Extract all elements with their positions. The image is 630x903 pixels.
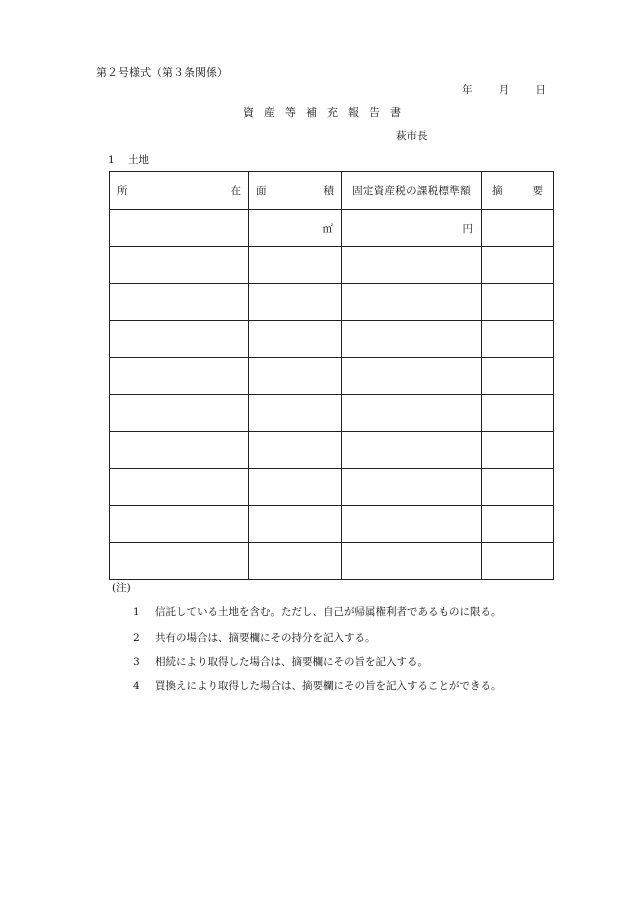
table-header-row <box>110 172 554 210</box>
remarks-input-cell[interactable] <box>482 247 554 284</box>
table-row <box>110 543 554 580</box>
location-input-cell[interactable] <box>110 358 249 395</box>
header-standard-value: 固定資産税の課税標準額 <box>342 172 482 210</box>
table-row <box>110 469 554 506</box>
date-month-label: 月 <box>498 84 510 96</box>
location-input-cell[interactable] <box>110 469 249 506</box>
remarks-input-cell[interactable] <box>482 321 554 358</box>
location-input-cell[interactable] <box>110 395 249 432</box>
value-input-cell[interactable] <box>342 432 482 469</box>
location-input-cell[interactable] <box>110 321 249 358</box>
recipient: 萩市長 <box>396 130 428 142</box>
date-line <box>462 82 546 97</box>
value-input-cell[interactable] <box>342 506 482 543</box>
area-input-cell[interactable] <box>249 210 342 247</box>
location-input-cell[interactable] <box>110 506 249 543</box>
header-area <box>249 172 342 210</box>
form-number: 第２号様式（第３条関係） <box>96 66 228 79</box>
location-input-cell[interactable] <box>110 284 249 321</box>
header-remarks-last: 要 <box>532 185 543 197</box>
value-input-cell[interactable] <box>342 543 482 580</box>
note-text: 信託している土地を含む。ただし、自己が帰属権利者であるものに限る。 <box>155 606 502 618</box>
note-item <box>133 630 376 645</box>
land-table <box>109 171 554 580</box>
value-unit: 円 <box>462 222 473 235</box>
note-number: 3 <box>133 656 140 668</box>
note-text: 買換えにより取得した場合は、摘要欄にその旨を記入することができる。 <box>155 680 502 692</box>
value-input-cell[interactable] <box>342 358 482 395</box>
remarks-input-cell[interactable] <box>482 284 554 321</box>
header-remarks-first: 摘 <box>492 185 503 197</box>
value-input-cell[interactable] <box>342 321 482 358</box>
area-unit: ㎡ <box>322 222 333 235</box>
area-input-cell[interactable] <box>249 469 342 506</box>
remarks-input-cell[interactable] <box>482 432 554 469</box>
header-location-last: 在 <box>230 185 241 197</box>
table-row <box>110 321 554 358</box>
value-input-cell[interactable] <box>342 284 482 321</box>
value-input-cell[interactable] <box>342 395 482 432</box>
note-item <box>133 654 428 669</box>
table-row <box>110 358 554 395</box>
note-text: 相続により取得した場合は、摘要欄にその旨を記入する。 <box>155 656 428 668</box>
area-input-cell[interactable] <box>249 432 342 469</box>
date-day-label: 日 <box>535 84 546 96</box>
remarks-input-cell[interactable] <box>482 543 554 580</box>
area-input-cell[interactable] <box>249 506 342 543</box>
location-input-cell[interactable] <box>110 210 249 247</box>
table-row <box>110 395 554 432</box>
section-heading <box>108 152 149 167</box>
remarks-input-cell[interactable] <box>482 358 554 395</box>
location-input-cell[interactable] <box>110 543 249 580</box>
remarks-input-cell[interactable] <box>482 210 554 247</box>
note-item <box>133 604 502 619</box>
location-input-cell[interactable] <box>110 247 249 284</box>
header-area-first: 面 <box>256 185 267 197</box>
note-text: 共有の場合は、摘要欄にその持分を記入する。 <box>155 632 376 644</box>
area-input-cell[interactable] <box>249 395 342 432</box>
area-input-cell[interactable] <box>249 284 342 321</box>
table-row <box>110 284 554 321</box>
header-location <box>110 172 249 210</box>
value-input-cell[interactable] <box>342 469 482 506</box>
date-year-label: 年 <box>462 84 473 96</box>
table-row <box>110 247 554 284</box>
header-location-first: 所 <box>117 185 128 197</box>
table-row <box>110 506 554 543</box>
header-area-last: 積 <box>323 185 334 197</box>
header-remarks <box>482 172 554 210</box>
note-item <box>133 678 502 693</box>
area-input-cell[interactable] <box>249 543 342 580</box>
location-input-cell[interactable] <box>110 432 249 469</box>
area-input-cell[interactable] <box>249 321 342 358</box>
note-number: 1 <box>133 606 140 618</box>
value-input-cell[interactable] <box>342 247 482 284</box>
section-number: 1 <box>108 154 115 166</box>
notes-heading: (注) <box>112 582 131 594</box>
remarks-input-cell[interactable] <box>482 395 554 432</box>
area-input-cell[interactable] <box>249 247 342 284</box>
table-row <box>110 432 554 469</box>
value-input-cell[interactable] <box>342 210 482 247</box>
area-input-cell[interactable] <box>249 358 342 395</box>
note-number: 4 <box>133 680 140 692</box>
note-number: 2 <box>133 632 140 644</box>
remarks-input-cell[interactable] <box>482 506 554 543</box>
table-row <box>110 210 554 247</box>
remarks-input-cell[interactable] <box>482 469 554 506</box>
section-label: 土地 <box>128 154 149 166</box>
document-title: 資産等補充報告書 <box>243 106 411 119</box>
